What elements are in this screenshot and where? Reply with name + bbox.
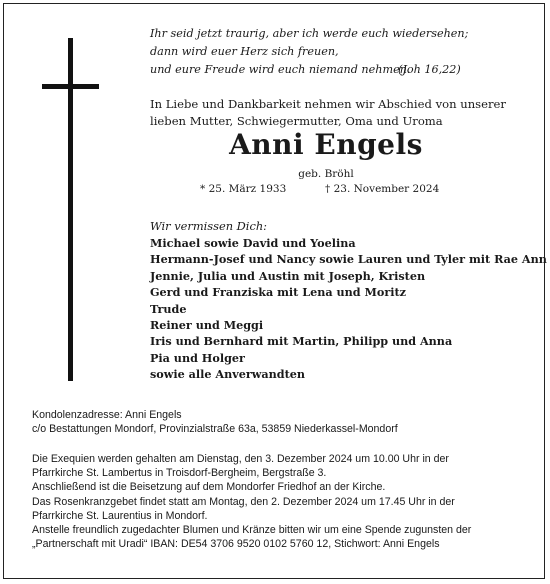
farewell-intro	[150, 96, 506, 129]
info-line: „Partnerschaft mit Uradi“ IBAN: DE54 3706 9520 0102 5760 12, Stichwort: Anni Engels	[32, 538, 440, 551]
deceased-name: Anni Engels	[229, 128, 423, 161]
bible-quote	[150, 25, 468, 79]
mourner-line: Pia und Holger	[150, 350, 245, 365]
quote-line: Ihr seid jetzt traurig, aber ich werde euch wiedersehen;	[150, 27, 469, 40]
condolence-line: Kondolenzadresse: Anni Engels	[32, 409, 182, 421]
info-line: Anschließend ist die Beisetzung auf dem Mondorfer Friedhof an der Kirche.	[32, 481, 386, 494]
mourner-line: Reiner und Meggi	[150, 318, 264, 333]
death-date: † 23. November 2024	[325, 183, 440, 195]
info-line: Das Rosenkranzgebet findet statt am Montag, den 2. Dezember 2024 um 17.45 Uhr in der	[32, 495, 455, 508]
quote-line: dann wird euer Herz sich freuen,	[150, 45, 339, 58]
intro-line: In Liebe und Dankbarkeit nehmen wir Abschied von unserer	[150, 97, 506, 111]
mourner-line: Jennie, Julia und Austin mit Joseph, Kristen	[150, 268, 426, 283]
quote-reference: (Joh 16,22)	[398, 63, 461, 76]
info-line: Pfarrkirche St. Lambertus in Troisdorf-Bergheim, Bergstraße 3.	[32, 467, 327, 480]
intro-line: lieben Mutter, Schwiegermutter, Oma und Uroma	[150, 113, 443, 128]
mourner-line: Michael sowie David und Yoelina	[150, 236, 356, 250]
condolence-line: c/o Bestattungen Mondorf, Provinzialstraße 63a, 53859 Niederkassel-Mondorf	[32, 423, 398, 436]
mourner-line: Hermann-Josef und Nancy sowie Lauren und Tyler mit Rae Ann	[150, 252, 547, 267]
info-line: Anstelle freundlich zugedachter Blumen und Kränze bitten wir um eine Spende zugunsten der	[32, 524, 472, 537]
birth-name: geb. Bröhl	[298, 168, 354, 180]
info-line: Die Exequien werden gehalten am Dienstag, den 3. Dezember 2024 um 10.00 Uhr in der	[32, 453, 449, 465]
service-information	[32, 452, 471, 551]
birth-date: * 25. März 1933	[200, 183, 287, 195]
mourners-heading: Wir vermissen Dich:	[150, 219, 267, 233]
mourners-list	[150, 235, 547, 383]
info-line: Pfarrkirche St. Laurentius in Mondorf.	[32, 509, 208, 522]
mourner-line: Iris und Bernhard mit Martin, Philipp und Anna	[150, 334, 453, 349]
mourner-line: Gerd und Franziska mit Lena und Moritz	[150, 285, 406, 300]
mourner-line: sowie alle Anverwandten	[150, 367, 305, 382]
mourner-line: Trude	[150, 301, 187, 316]
condolence-address	[32, 408, 398, 436]
quote-line: und eure Freude wird euch niemand nehmen.	[150, 63, 411, 76]
